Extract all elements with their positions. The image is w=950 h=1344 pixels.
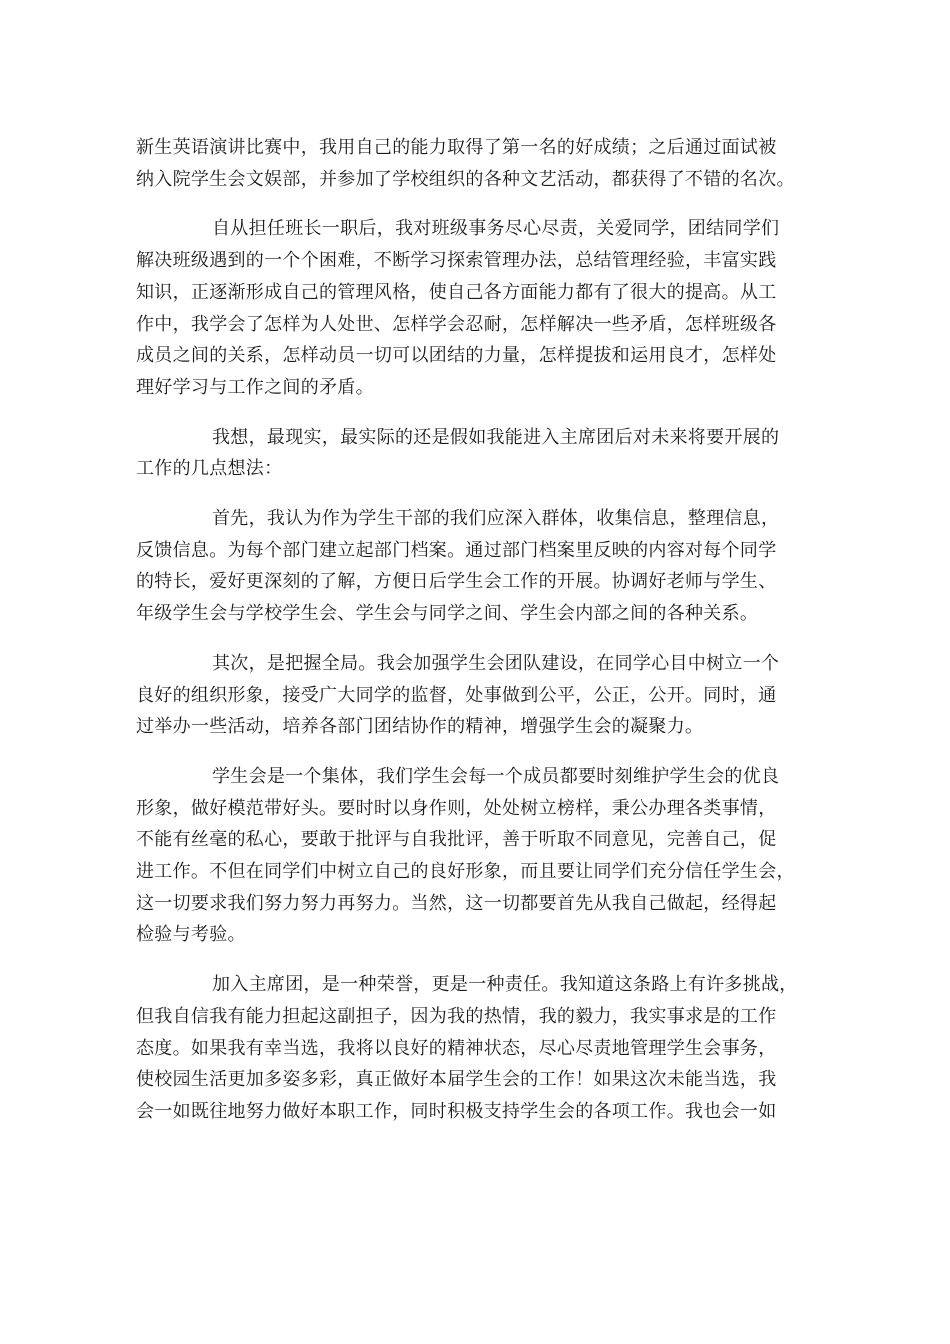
text-line: 新生英语演讲比赛中，我用自己的能力取得了第一名的好成绩；之后通过面试被: [136, 137, 777, 158]
text-line: 我想，最现实，最实际的还是假如我能进入主席团后对未来将要开展的: [212, 426, 780, 448]
text-line: 的特长，爱好更深刻的了解，方便日后学生会工作的开展。协调好老师与学生、: [136, 571, 777, 593]
text-line: 成员之间的关系，怎样动员一切可以团结的力量，怎样提拔和运用良才，怎样处: [136, 345, 777, 367]
text-line: 作中，我学会了怎样为人处世、怎样学会忍耐，怎样解决一些矛盾，怎样班级各: [136, 313, 777, 335]
text-line: 理好学习与工作之间的矛盾。: [136, 376, 374, 398]
text-line: 进工作。不但在同学们中树立自己的良好形象，而且要让同学们充分信任学生会，: [136, 861, 795, 883]
text-line: 学生会是一个集体，我们学生会每一个成员都要时刻维护学生会的优良: [212, 765, 780, 787]
paragraph: [136, 132, 816, 195]
text-line: 使校园生活更加多姿多彩，真正做好本届学生会的工作！如果这次未能当选，我: [136, 1069, 777, 1091]
text-line: 态度。如果我有幸当选，我将以良好的精神状态，尽心尽责地管理学生会事务，: [136, 1037, 777, 1059]
text-line: 加入主席团，是一种荣誉，更是一种责任。我知道这条路上有许多挑战，: [212, 974, 798, 996]
text-line: 这一切要求我们努力努力再努力。当然，这一切都要首先从我自己做起，经得起: [136, 892, 777, 914]
text-line: 工作的几点想法：: [136, 458, 283, 480]
paragraph: [136, 503, 816, 630]
text-line: 不能有丝毫的私心，要敢于批评与自我批评，善于听取不同意见，完善自己，促: [136, 829, 777, 851]
paragraph: [136, 969, 816, 1128]
text-line: 反馈信息。为每个部门建立起部门档案。通过部门档案里反映的内容对每个同学: [136, 539, 777, 561]
text-line: 检验与考验。: [136, 924, 246, 946]
text-line: 自从担任班长一职后，我对班级事务尽心尽责，关爱同学，团结同学们: [212, 218, 780, 240]
paragraph: [136, 761, 816, 951]
paragraph: [136, 422, 816, 485]
text-line: 首先，我认为作为学生干部的我们应深入群体，收集信息，整理信息，: [212, 508, 780, 530]
paragraph: [136, 213, 816, 403]
text-line: 形象，做好模范带好头。要时时以身作则，处处树立榜样，秉公办理各类事情，: [136, 797, 777, 819]
text-line: 知识，正逐渐形成自己的管理风格，使自己各方面能力都有了很大的提高。从工: [136, 281, 777, 303]
document-page: [136, 132, 816, 1146]
text-line: 良好的组织形象，接受广大同学的监督，处事做到公平，公正，公开。同时，通: [136, 684, 777, 706]
text-line: 会一如既往地努力做好本职工作，同时积极支持学生会的各项工作。我也会一如: [136, 1100, 777, 1122]
document-body: [136, 132, 816, 1128]
paragraph: [136, 648, 816, 743]
text-line: 过举办一些活动，培养各部门团结协作的精神，增强学生会的凝聚力。: [136, 716, 704, 738]
text-line: 年级学生会与学校学生会、学生会与同学之间、学生会内部之间的各种关系。: [136, 603, 759, 625]
text-line: 解决班级遇到的一个个困难，不断学习探索管理办法，总结管理经验，丰富实践: [136, 250, 777, 272]
text-line: 纳入院学生会文娱部，并参加了学校组织的各种文艺活动，都获得了不错的名次。: [136, 168, 795, 190]
text-line: 其次，是把握全局。我会加强学生会团队建设，在同学心目中树立一个: [212, 652, 780, 674]
text-line: 但我自信我有能力担起这副担子，因为我的热情，我的毅力，我实事求是的工作: [136, 1005, 777, 1027]
